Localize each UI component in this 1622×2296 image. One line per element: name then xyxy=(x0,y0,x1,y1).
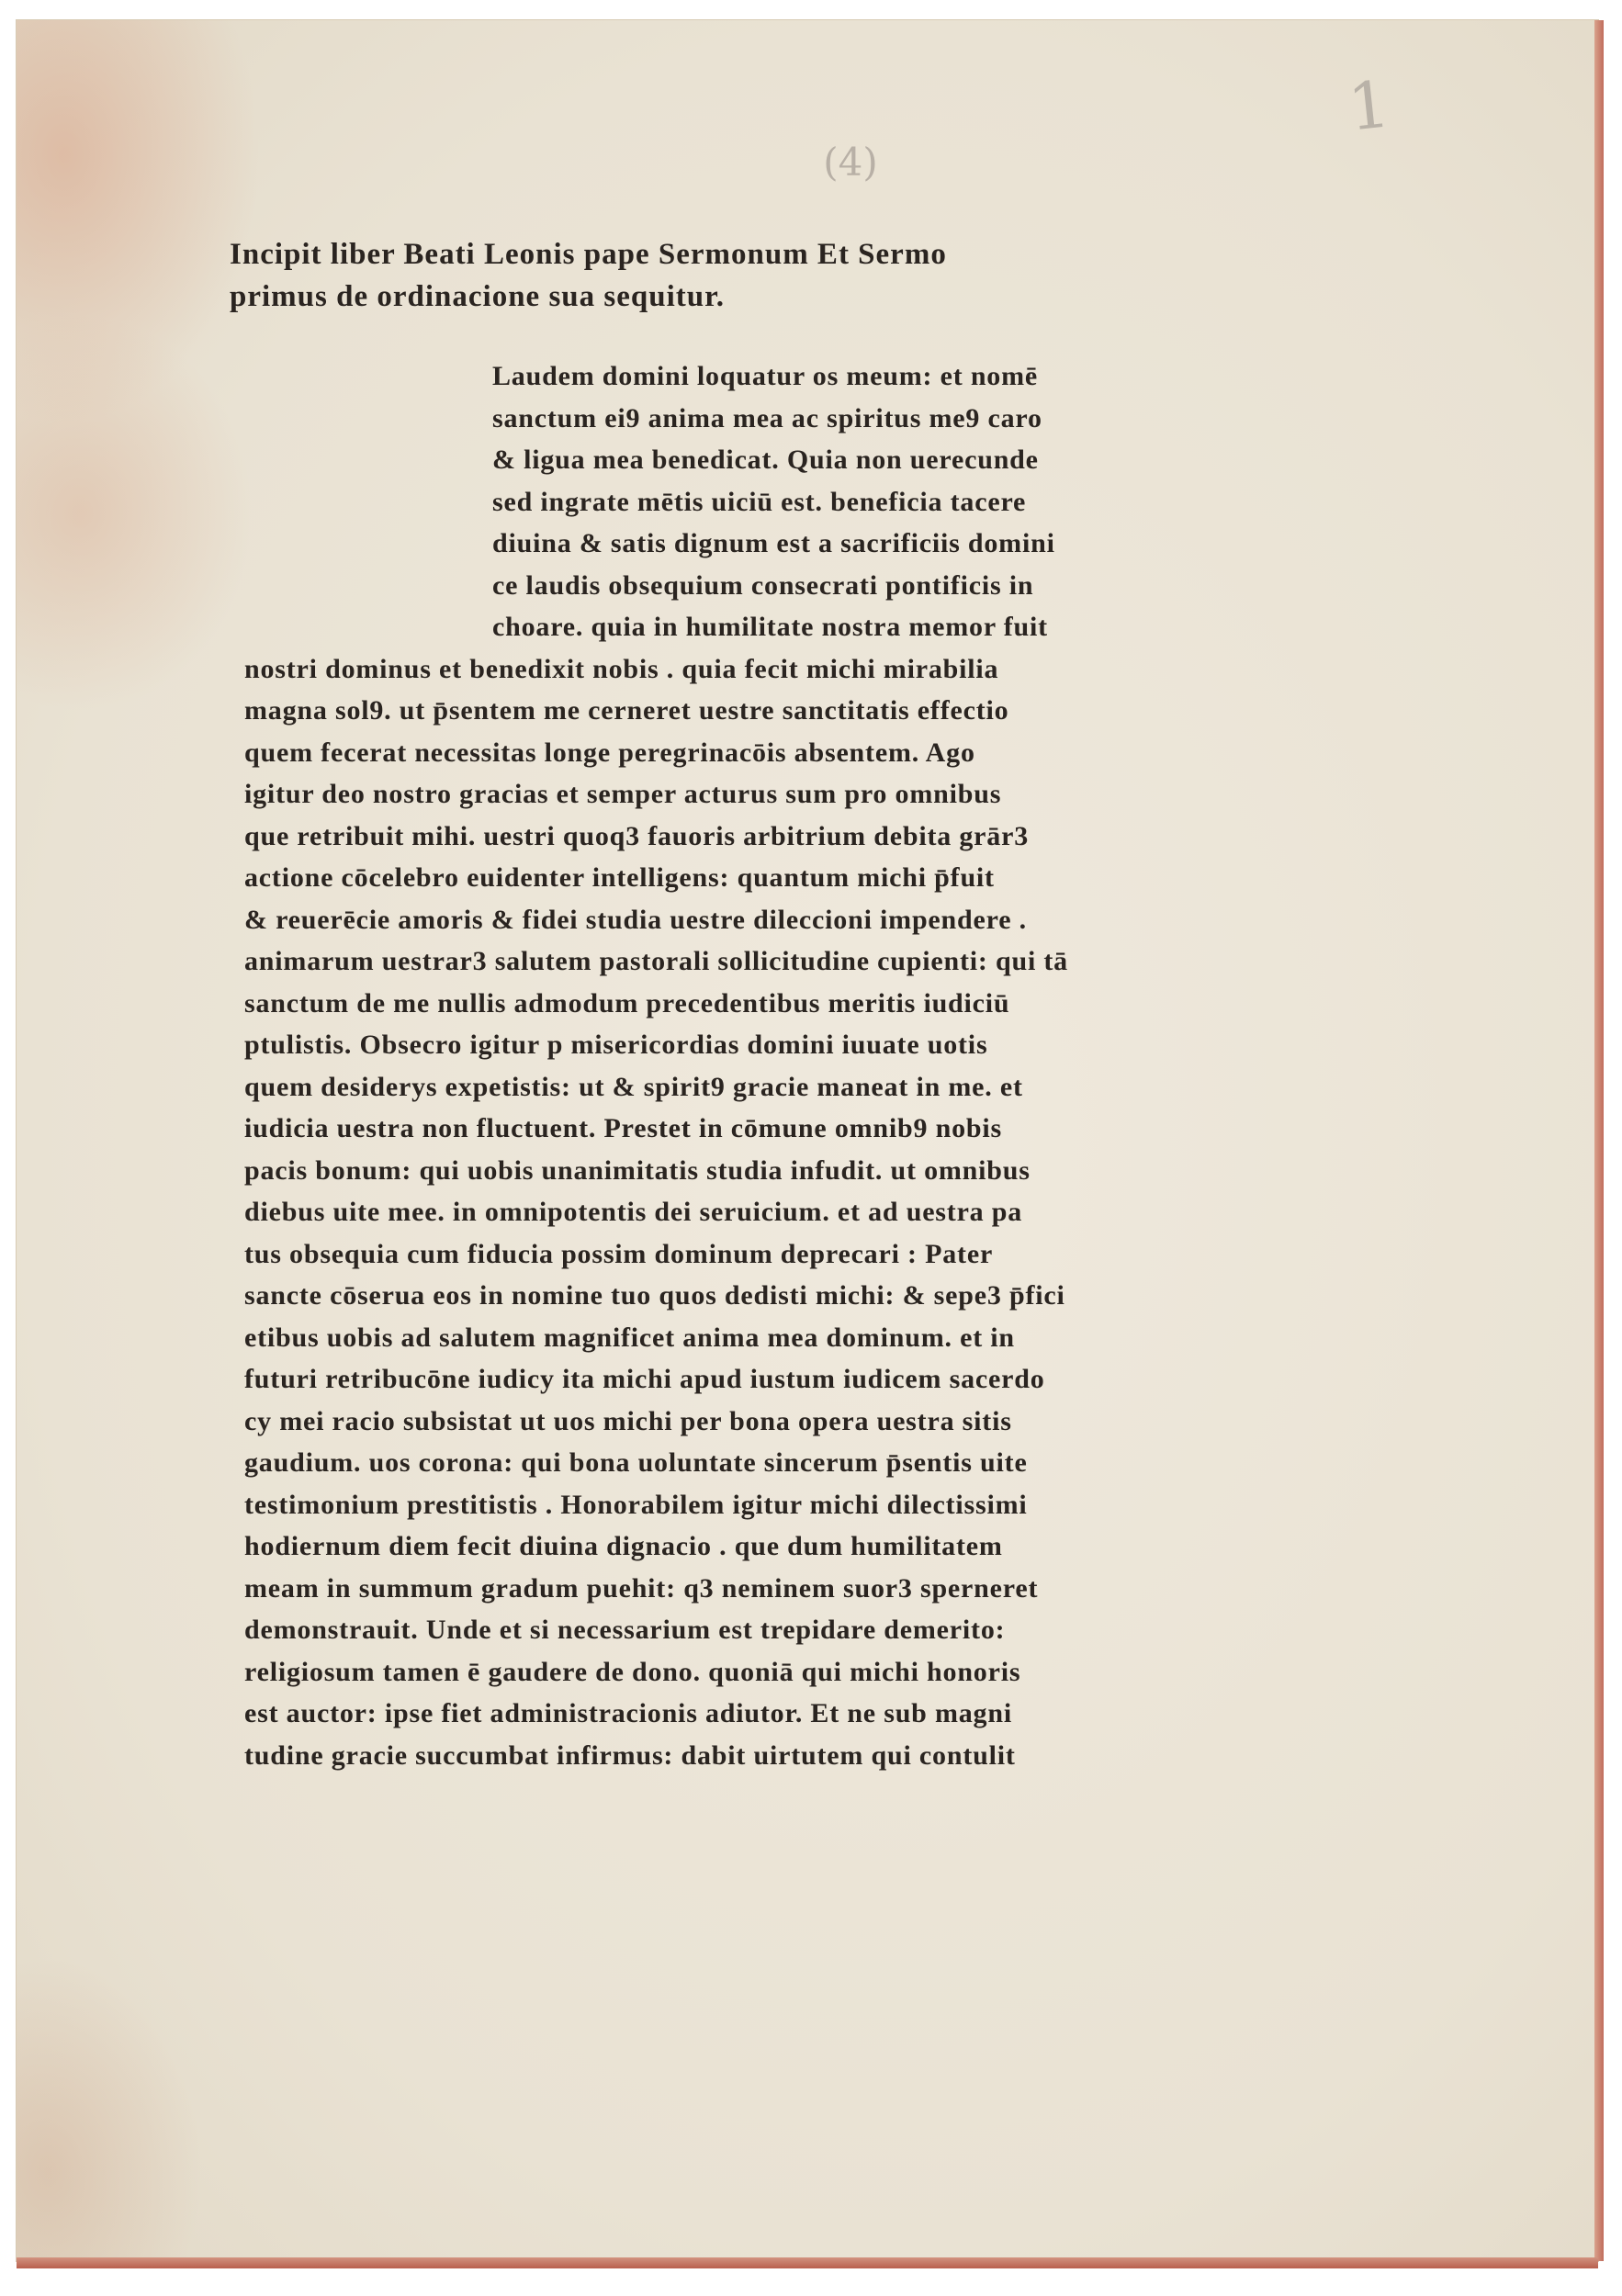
page-edge-right xyxy=(1594,20,1604,2261)
indented-line: choare. quia in humilitate nostra memor fuit xyxy=(492,612,1048,642)
text-line: religiosum tamen ē gaudere de dono. quoniā qui michi honoris xyxy=(244,1656,1021,1687)
text-line: diebus uite mee. in omnipotentis dei seruicium. et ad uestra pa xyxy=(244,1197,1023,1227)
indented-line: diuina & satis dignum est a sacrificiis domini xyxy=(492,528,1055,558)
text-line: demonstrauit. Unde et si necessarium est trepidare demerito: xyxy=(244,1615,1006,1645)
text-line: sanctum de me nullis admodum precedentibus meritis iudiciū xyxy=(244,987,1010,1019)
text-line: cy mei racio subsistat ut uos michi per bona opera uestra sitis xyxy=(244,1405,1012,1436)
page-edge-bottom xyxy=(17,2257,1598,2268)
text-line: sancte cōserua eos in nomine tuo quos dedisti michi: & sepe3 p̄fici xyxy=(244,1280,1065,1311)
text-line: meam in summum gradum puehit: q3 neminem suor3 sperneret xyxy=(244,1572,1039,1604)
folio-number: 1 xyxy=(1345,66,1393,146)
indented-line: sanctum ei9 anima mea ac spiritus me9 caro xyxy=(492,402,1042,433)
text-line: animarum uestrar3 salutem pastorali sollicitudine cupienti: qui tā xyxy=(244,946,1068,976)
text-line: magna sol9. ut p̄sentem me cerneret uestre sanctitatis effectio xyxy=(244,695,1009,726)
text-line: igitur deo nostro gracias et semper acturus sum pro omnibus xyxy=(244,779,1002,809)
text-line: gaudium. uos corona: qui bona uoluntate sincerum p̄sentis uite xyxy=(244,1447,1028,1478)
text-line: est auctor: ipse fiet administracionis adiutor. Et ne sub magni xyxy=(244,1698,1012,1728)
sermon-body xyxy=(244,355,1200,1776)
indented-line: ce laudis obsequium consecrati pontificis in xyxy=(492,569,1034,601)
text-line: quem fecerat necessitas longe peregrinacōis absentem. Ago xyxy=(244,737,975,768)
text-line: futuri retribucōne iudicy ita michi apud iustum iudicem sacerdo xyxy=(244,1364,1045,1394)
indented-line: sed ingrate mētis uiciū est. beneficia tacere xyxy=(492,486,1027,517)
text-line: hodiernum diem fecit diuina dignacio . que dum humilitatem xyxy=(244,1531,1003,1561)
heading-line: Incipit liber Beati Leonis pape Sermonum Et Sermo xyxy=(230,238,947,271)
incipit-heading xyxy=(230,233,1166,318)
text-line: tudine gracie succumbat infirmus: dabit uirtutem qui contulit xyxy=(244,1739,1016,1771)
indented-line: Laudem domini loquatur os meum: et nomē xyxy=(492,361,1039,391)
pencil-annotation: (4) xyxy=(823,140,878,185)
text-line: iudicia uestra non fluctuent. Prestet in cōmune omnib9 nobis xyxy=(244,1113,1002,1143)
text-line: etibus uobis ad salutem magnificet anima mea dominum. et in xyxy=(244,1322,1015,1353)
heading-line: primus de ordinacione sua sequitur. xyxy=(230,280,725,313)
text-line: pacis bonum: qui uobis unanimitatis studia infudit. ut omnibus xyxy=(244,1154,1031,1186)
text-line: ptulistis. Obsecro igitur p misericordias domini iuuate uotis xyxy=(244,1030,988,1060)
indented-line: & ligua mea benedicat. Quia non uerecunde xyxy=(492,445,1039,475)
text-line: testimonium prestitistis . Honorabilem igitur michi dilectissimi xyxy=(244,1489,1028,1520)
text-line: nostri dominus et benedixit nobis . quia fecit michi mirabilia xyxy=(244,653,999,684)
text-line: que retribuit mihi. uestri quoq3 fauoris arbitrium debita grār3 xyxy=(244,820,1030,851)
text-line: & reuerēcie amoris & fidei studia uestre dileccioni impendere . xyxy=(244,904,1027,935)
text-line: tus obsequia cum fiducia possim dominum deprecari : Pater xyxy=(244,1238,994,1269)
text-line: actione cōcelebro euidenter intelligens: quantum michi p̄fuit xyxy=(244,862,995,893)
text-line: quem desiderys expetistis: ut & spirit9 gracie maneat in me. et xyxy=(244,1071,1023,1102)
parchment-page xyxy=(17,20,1598,2261)
